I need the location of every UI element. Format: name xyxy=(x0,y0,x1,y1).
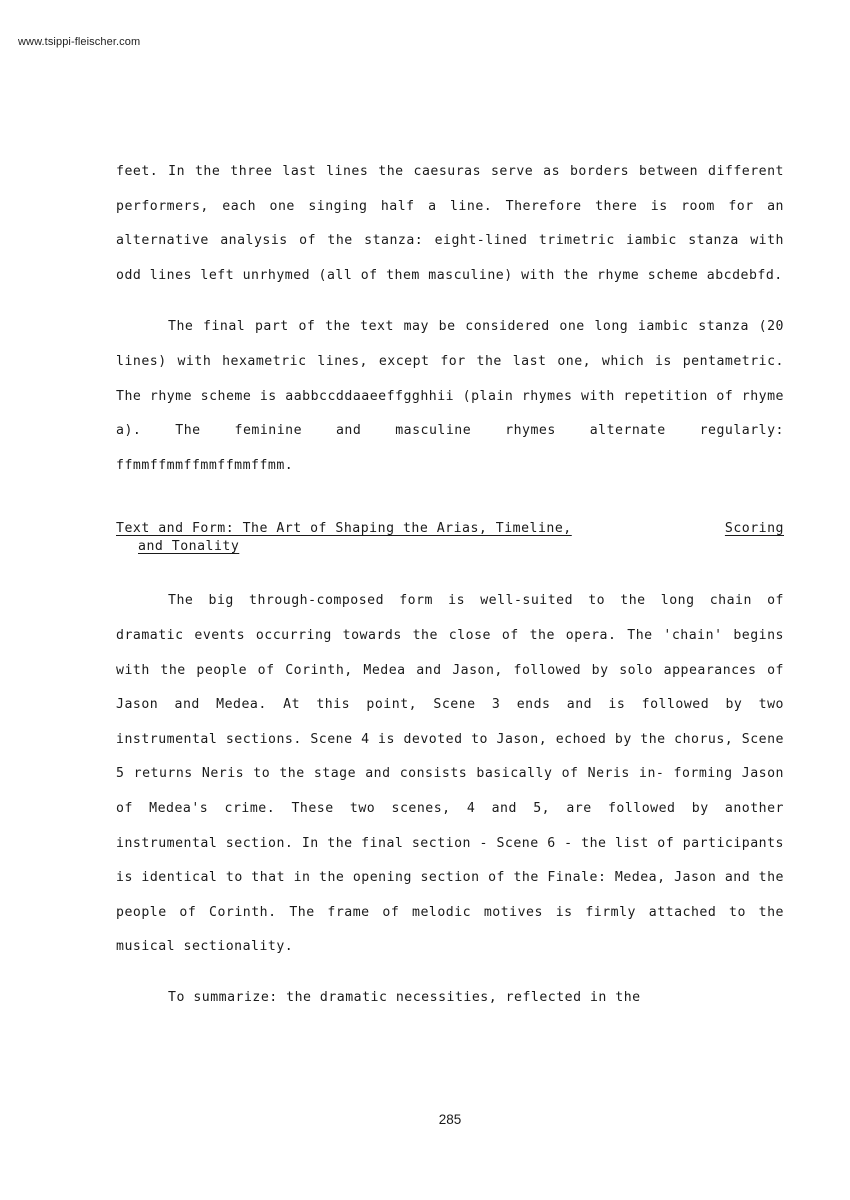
page-number: 285 xyxy=(438,1112,462,1127)
page-body xyxy=(116,155,784,1015)
source-url[interactable]: www.tsippi-fleischer.com xyxy=(18,36,141,48)
paragraph-final-part: The final part of the text may be considered one long iambic stanza (20 lines) with hexametric lines, except for the last one, which is pentametric. The rhyme scheme is aabbccddaaeeffgghhii (plain rhymes with repetition of rhyme a). The feminine and masculine rhymes alternate regularly: ffmmffmmffmmffmmffmm. xyxy=(116,319,784,473)
section-heading-part3: and Tonality xyxy=(138,539,240,555)
paragraph-summary: To summarize: the dramatic necessities, reflected in the xyxy=(168,989,641,1005)
section-heading xyxy=(116,520,784,556)
paragraph-through-composed-form: The big through-composed form is well-suited to the long chain of dramatic events occurring towards the close of the opera. The 'chain' begins with the people of Corinth, Medea and Jason, followed by solo appearances of Jason and Medea. At this point, Scene 3 ends and is followed by two instrumental sections. Scene 4 is devoted to Jason, echoed by the chorus, Scene 5 returns Neris to the stage and consists basically of Neris in- forming Jason of Medea's crime. These two scenes, 4 and 5, are followed by another instrumental section. In the final section - Scene 6 - the list of participants is identical to that in the opening section of the Finale: Medea, Jason and the people of Corinth. The frame of melodic motives is firmly attached to the musical sectionality. xyxy=(116,593,784,955)
paragraph-stanza-analysis: feet. In the three last lines the caesuras serve as borders between different performers, each one singing half a line. Therefore there is room for an alternative analysis of the stanza: eight-lined trimetric iambic stanza with odd lines left unrhymed (all of them masculine) with the rhyme scheme abcdebfd. xyxy=(116,164,784,283)
section-heading-part1: Text and Form: The Art of Shaping the Arias, Timeline, xyxy=(116,521,572,537)
section-heading-part2: Scoring xyxy=(724,521,784,537)
